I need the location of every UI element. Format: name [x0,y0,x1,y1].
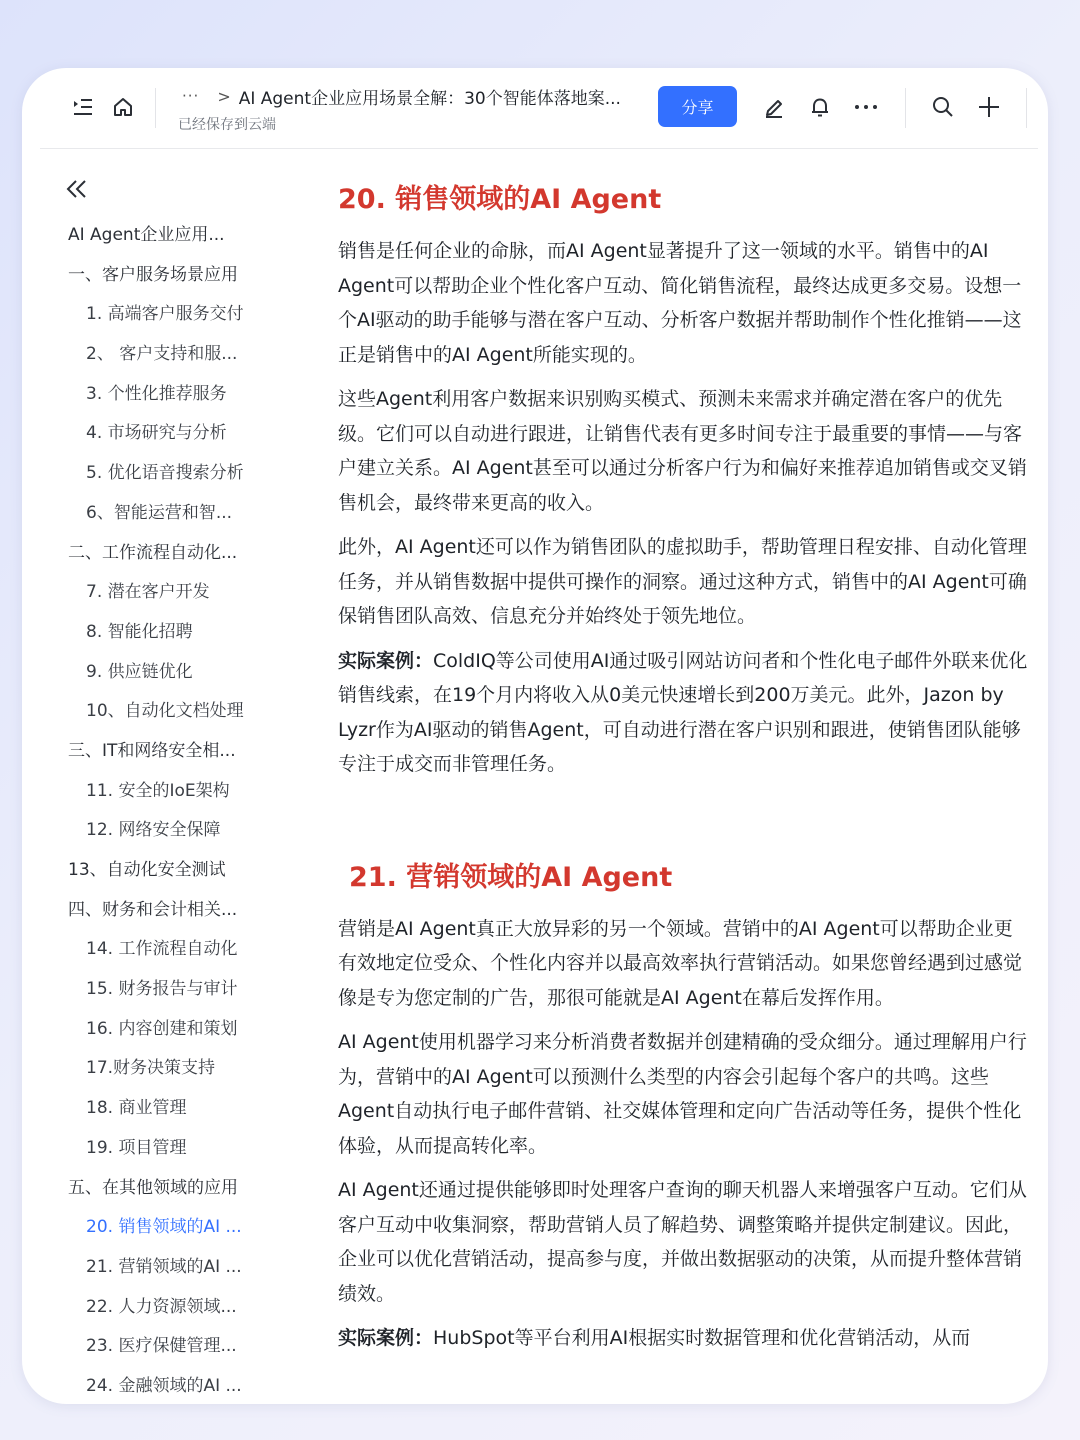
toolbar-divider [905,88,906,128]
outline-list [22,216,292,1404]
outline-item[interactable]: 19. 项目管理 [86,1137,187,1158]
case-paragraph [338,1321,1028,1356]
toolbar [22,68,1048,150]
section-heading-21: 21. 营销领域的AI Agent [349,861,673,893]
outline-item[interactable]: 24. 金融领域的AI ... [86,1375,242,1396]
paragraph: AI Agent还通过提供能够即时处理客户查询的聊天机器人来增强客户互动。它们从客户互动中收集洞察，帮助营销人员了解趋势、调整策略并提供定制建议。因此，企业可以优化营销活动，提高参与度，并做出数据驱动的决策，从而提升整体营销绩效。 [338,1179,1027,1305]
case-text: HubSpot等平台利用AI根据实时数据管理和优化营销活动，从而 [433,1327,971,1349]
outline-item[interactable]: AI Agent企业应用... [68,225,225,245]
double-chevron-left-icon[interactable] [64,176,90,202]
outline-toggle-icon[interactable] [68,92,98,122]
paragraph: 销售是任何企业的命脉，而AI Agent显著提升了这一领域的水平。销售中的AI Agent可以帮助企业个性化客户互动、简化销售流程，最终达成更多交易。设想一个AI驱动的助手能够与潜在客户互动、分析客户数据并帮助制作个性化推销——这正是销售中的AI Agent所能实现的。 [338,240,1022,366]
outline-item[interactable]: 13、自动化安全测试 [68,860,226,880]
document-window [22,68,1048,1404]
edit-icon[interactable] [759,92,789,122]
outline-item[interactable]: 四、财务和会计相关... [68,899,238,920]
outline-item[interactable]: 一、客户服务场景应用 [68,264,238,285]
toolbar-divider [1026,88,1027,128]
outline-item[interactable]: 9. 供应链优化 [86,661,193,682]
toolbar-divider [155,88,156,128]
outline-item[interactable]: 二、工作流程自动化... [68,542,238,563]
outline-item[interactable]: 17.财务决策支持 [86,1058,216,1079]
outline-item[interactable]: 15. 财务报告与审计 [86,979,238,1000]
bell-icon[interactable] [805,92,835,122]
outline-item[interactable]: 1. 高端客户服务交付 [86,304,244,325]
document-body [338,180,1028,1366]
outline-item[interactable]: 16. 内容创建和策划 [86,1018,238,1039]
home-icon[interactable] [108,92,138,122]
outline-item[interactable]: 3. 个性化推荐服务 [86,383,227,404]
outline-item[interactable]: 6、智能运营和智... [86,502,233,523]
outline-item[interactable]: 2、 客户支持和服... [86,344,238,365]
outline-item[interactable]: 11. 安全的IoE架构 [86,780,230,801]
section-gap [338,792,1028,858]
outline-item[interactable]: 三、IT和网络安全相... [68,740,236,761]
search-icon[interactable] [928,92,958,122]
case-label: 实际案例： [338,1327,434,1349]
case-text: ColdIQ等公司使用AI通过吸引网站访问者和个性化电子邮件外联来优化销售线索，在19个月内将收入从0美元快速增长到200万美元。此外，Jazon by Lyzr作为AI驱动的销售Agent，可自动进行潜在客户识别和跟进，使销售团队能够专注于成交而非管理任务。 [338,649,1028,775]
outline-item[interactable]: 8. 智能化招聘 [86,621,193,642]
breadcrumb-separator: > [217,86,231,106]
paragraph: 营销是AI Agent真正大放异彩的另一个领域。营销中的AI Agent可以帮助企业更有效地定位受众、个性化内容并以最高效率执行营销活动。如果您曾经遇到过感觉像是专为您定制的广告，那很可能就是AI Agent在幕后发挥作用。 [338,917,1023,1009]
paragraph: AI Agent使用机器学习来分析消费者数据并创建精确的受众细分。通过理解用户行为，营销中的AI Agent可以预测什么类型的内容会引起每个客户的共鸣。这些Agent自动执行电子邮件营销、社交媒体管理和定向广告活动等任务，提供个性化体验，从而提高转化率。 [338,1031,1027,1157]
breadcrumb-more[interactable]: ··· [182,87,200,105]
outline-item-active[interactable]: 20. 销售领域的AI ... [86,1217,242,1238]
breadcrumb [182,84,621,108]
case-paragraph [338,644,1028,782]
outline-item[interactable]: 21. 营销领域的AI ... [86,1256,242,1277]
saved-status: 已经保存到云端 [178,117,276,133]
outline-item[interactable]: 22. 人力资源领域... [86,1296,237,1317]
plus-icon[interactable] [974,92,1004,122]
outline-item[interactable]: 4. 市场研究与分析 [86,423,227,444]
case-label: 实际案例： [338,649,434,672]
outline-item[interactable]: 12. 网络安全保障 [86,820,221,841]
outline-item[interactable]: 23. 医疗保健管理... [86,1336,237,1357]
section-heading-20: 20. 销售领域的AI Agent [338,184,662,215]
more-icon[interactable] [851,92,881,122]
toolbar-bottom-divider [40,148,1038,149]
outline-item[interactable]: 五、在其他领域的应用 [68,1177,238,1198]
share-button[interactable]: 分享 [658,86,737,127]
paragraph: 此外，AI Agent还可以作为销售团队的虚拟助手，帮助管理日程安排、自动化管理任务，并从销售数据中提供可操作的洞察。通过这种方式，销售中的AI Agent可确保销售团队高效、信息充分并始终处于领先地位。 [338,536,1027,627]
paragraph: 这些Agent利用客户数据来识别购买模式、预测未来需求并确定潜在客户的优先级。它们可以自动进行跟进，让销售代表有更多时间专注于最重要的事情——与客户建立关系。AI Agent甚至可以通过分析客户行为和偏好来推荐追加销售或交叉销售机会，最终带来更高的收入。 [338,388,1027,514]
doc-title[interactable]: AI Agent企业应用场景全解：30个智能体落地案... [238,88,621,109]
outline-item[interactable]: 10、自动化文档处理 [86,701,244,722]
outline-item[interactable]: 7. 潜在客户开发 [86,582,210,603]
outline-item[interactable]: 5. 优化语音搜索分析 [86,463,244,484]
outline-item[interactable]: 18. 商业管理 [86,1098,187,1119]
outline-item[interactable]: 14. 工作流程自动化 [86,939,238,960]
